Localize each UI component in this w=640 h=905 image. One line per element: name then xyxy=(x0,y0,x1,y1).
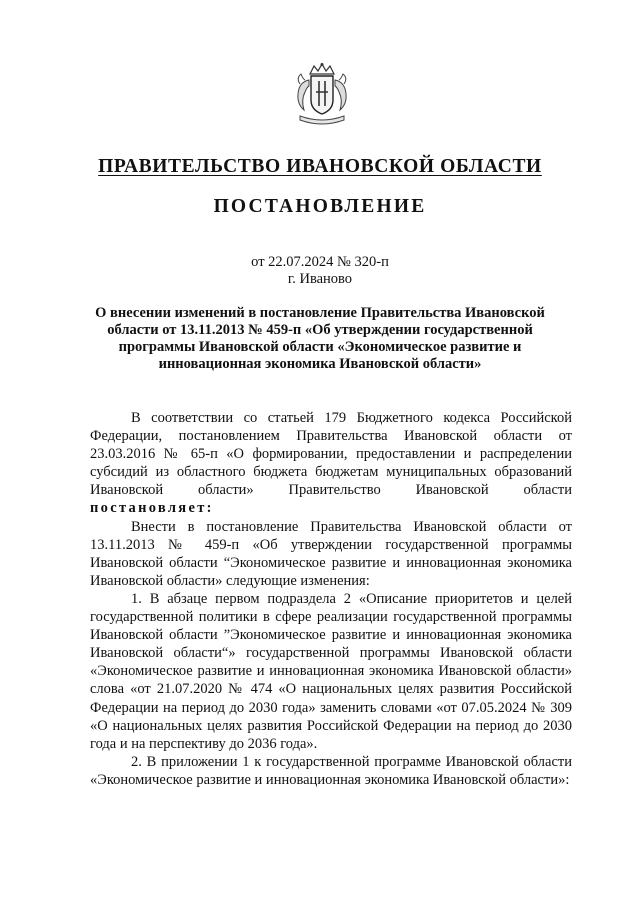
document-subject: О внесении изменений в постановление Правительства Ивановской области от 13.11.2013 № 459-п «Об утверждении государственной программы Ивановской области «Экономическое развитие и инновационная экономика Ивановской области» xyxy=(95,305,545,372)
document-body xyxy=(90,409,572,789)
preamble-paragraph xyxy=(90,409,572,518)
item-1-paragraph: 1. В абзаце первом подраздела 2 «Описание приоритетов и целей государственной политики в сфере реализации государственной программы Ивановской области ”Экономическое развитие и инновационная экономика Ивановской области“» государственной программы Ивановской области «Экономическое развитие и инновационная экономика Ивановской области» слова «от 21.07.2020 № 474 «О национальных целях развития Российской Федерации на период до 2030 года» заменить словами «от 07.05.2024 № 309 «О национальных целях развития Российской Федерации на период до 2030 года и на перспективу до 2036 года». xyxy=(90,590,572,752)
government-title: ПРАВИТЕЛЬСТВО ИВАНОВСКОЙ ОБЛАСТИ xyxy=(98,156,542,177)
date-number: от 22.07.2024 № 320-п xyxy=(251,254,389,270)
document-type: ПОСТАНОВЛЕНИЕ xyxy=(213,196,427,217)
item-2-paragraph: 2. В приложении 1 к государственной программе Ивановской области «Экономическое развитие и инновационная экономика Ивановской области»: xyxy=(90,753,572,788)
preamble-text: В соответствии со статьей 179 Бюджетного кодекса Российской Федерации, постановлением Правительства Ивановской области от 23.03.2016 № 65-п «О формировании, предоставлении и распределении субсидий из областного бюджета бюджетам муниципальных образований Ивановской области» Правительство Ивановской области xyxy=(90,410,572,499)
city: г. Иваново xyxy=(287,271,353,287)
document-meta xyxy=(0,254,640,288)
ivanovo-coat-of-arms-icon xyxy=(292,62,352,130)
resolves-word: постановляет: xyxy=(90,500,214,517)
intro-paragraph: Внести в постановление Правительства Ивановской области от 13.11.2013 № 459-п «Об утверждении государственной программы Ивановской области “Экономическое развитие и инновационная экономика Ивановской области» следующие изменения: xyxy=(90,518,572,589)
